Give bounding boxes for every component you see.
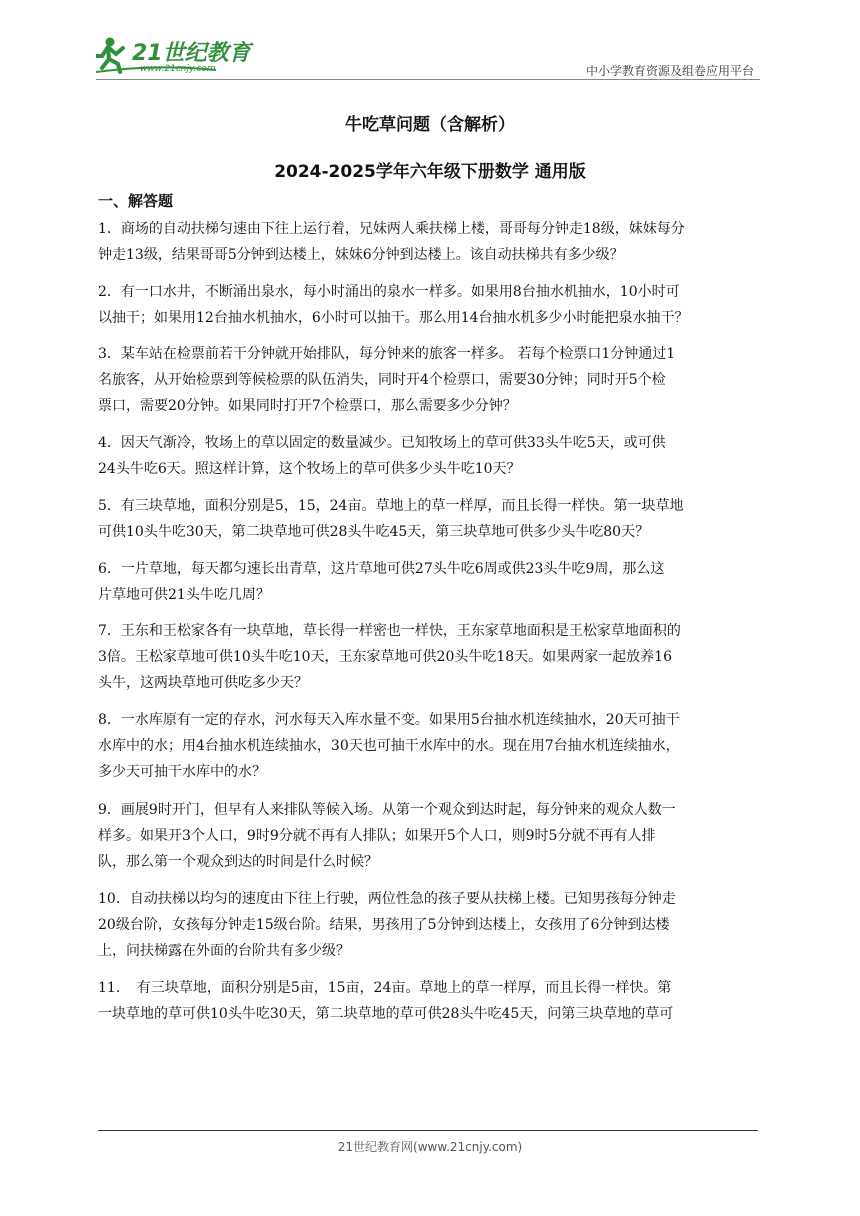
question-line: 以抽干；如果用12台抽水机抽水，6小时可以抽干。那么用14台抽水机多少小时能把泉水抽干？ [98, 309, 689, 326]
question-line: 24头牛吃6天。照这样计算，这个牧场上的草可供多少头牛吃10天？ [98, 461, 521, 478]
header-divider [96, 79, 760, 80]
question-line: 7．王东和王松家各有一块草地，草长得一样密也一样快，王东家草地面积是王松家草地面积的 [98, 623, 681, 640]
question-line: 片草地可供21头牛吃几周？ [98, 586, 270, 603]
question-line: 一块草地的草可供10头牛吃30天，第二块草地的草可供28头牛吃45天，问第三块草地的草可 [98, 1006, 674, 1022]
question-line: 4．因天气渐冷，牧场上的草以固定的数量减少。已知牧场上的草可供33头牛吃5天，或可供 [98, 435, 666, 452]
question-line: 可供10头牛吃30天，第二块草地可供28头牛吃45天，第三块草地可供多少头牛吃80天？ [98, 524, 650, 540]
question-line: 2．有一口水井，不断涌出泉水，每小时涌出的泉水一样多。如果用8台抽水机抽水，10小时可 [98, 283, 680, 300]
question-line: 水库中的水；用4台抽水机连续抽水，30天也可抽干水库中的水。现在用7台抽水机连续抽水， [98, 738, 680, 755]
question-line: 3．某车站在检票前若干分钟就开始排队，每分钟来的旅客一样多。 若每个检票口1分钟通过1 [98, 346, 676, 363]
question-10 [98, 886, 762, 964]
question-7 [98, 618, 762, 696]
question-9 [98, 797, 762, 875]
question-2 [98, 279, 762, 331]
question-line: 5．有三块草地，面积分别是5，15，24亩。草地上的草一样厚，而且长得一样快。第一块草地 [98, 498, 684, 514]
document-subtitle: 2024-2025学年六年级下册数学 通用版 [274, 162, 586, 182]
page-footer: 21世纪教育网(www.21cnjy.com) [337, 1140, 523, 1154]
question-line: 队，那么第一个观众到达的时间是什么时候？ [98, 853, 378, 870]
question-line: 钟走13级，结果哥哥5分钟到达楼上，妹妹6分钟到达楼上。该自动扶梯共有多少级？ [98, 247, 624, 263]
question-11 [98, 975, 762, 1027]
question-line: 名旅客，从开始检票到等候检票的队伍消失，同时开4个检票口，需要30分钟；同时开5个检 [98, 372, 666, 389]
question-line: 多少天可抽干水库中的水？ [98, 764, 266, 781]
question-6 [98, 556, 762, 608]
question-line: 10．自动扶梯以均匀的速度由下往上行驶，两位性急的孩子要从扶梯上楼。已知男孩每分钟走 [98, 890, 676, 907]
logo-text: 21世纪教育 [132, 41, 251, 66]
footer-divider [98, 1130, 758, 1131]
question-line: 6．一片草地，每天都匀速长出青草，这片草地可供27头牛吃6周或供23头牛吃9周，那么这 [98, 560, 665, 577]
question-line: 1．商场的自动扶梯匀速由下往上运行着，兄妹两人乘扶梯上楼，哥哥每分钟走18级，妹妹每分 [98, 221, 685, 237]
section-heading: 一、解答题 [98, 192, 174, 210]
question-line: 头牛，这两块草地可供吃多少天？ [98, 675, 308, 692]
question-1 [98, 216, 762, 268]
question-line: 票口，需要20分钟。如果同时打开7个检票口，那么需要多少分钟？ [98, 398, 517, 415]
question-line: 11． 有三块草地，面积分别是5亩，15亩，24亩。草地上的草一样厚，而且长得一样快。第 [98, 980, 672, 996]
question-line: 9．画展9时开门，但早有人来排队等候入场。从第一个观众到达时起，每分钟来的观众人数一 [98, 801, 676, 818]
page-header [96, 34, 760, 82]
platform-name: 中小学教育资源及组卷应用平台 [585, 64, 754, 78]
question-5 [98, 493, 762, 545]
document-title: 牛吃草问题（含解析） [345, 115, 515, 135]
question-8 [98, 707, 762, 785]
logo-url: www.21cnjy.com [140, 64, 216, 74]
question-line: 3倍。王松家草地可供10头牛吃10天，王东家草地可供20头牛吃18天。如果两家一起放养16 [98, 649, 672, 666]
question-3 [98, 341, 762, 419]
question-line: 样多。如果开3个人口，9时9分就不再有人排队；如果开5个人口，则9时5分就不再有人排 [98, 827, 656, 844]
question-4 [98, 430, 762, 482]
question-line: 20级台阶，女孩每分钟走15级台阶。结果，男孩用了5分钟到达楼上，女孩用了6分钟到达楼 [98, 916, 670, 933]
question-line: 上，问扶梯露在外面的台阶共有多少级？ [98, 942, 350, 959]
question-line: 8．一水库原有一定的存水，河水每天入库水量不变。如果用5台抽水机连续抽水，20天可抽干 [98, 712, 680, 729]
